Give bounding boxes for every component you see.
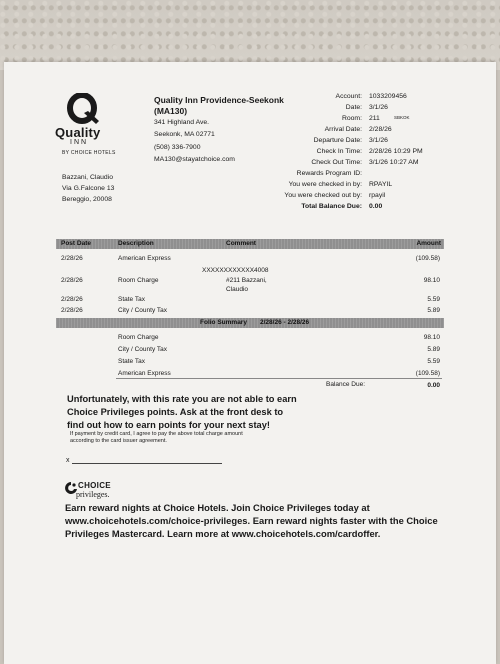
table-row-date: 2/28/26 (61, 307, 83, 314)
table-row-amount: 98.10 (423, 277, 440, 284)
brand-name: Quality (55, 125, 101, 140)
summary-row-desc: American Express (118, 370, 171, 377)
info-row: Date: 3/1/26 (345, 104, 388, 111)
table-row-amount: 5.59 (427, 296, 440, 303)
col-description: Description (118, 240, 154, 247)
folio-summary-header (56, 318, 444, 328)
room-type: SBKOK (394, 115, 410, 120)
info-row-balance: Total Balance Due: 0.00 (301, 203, 383, 210)
summary-row-amount: (109.58) (415, 370, 440, 377)
summary-row-desc: City / County Tax (118, 346, 168, 353)
summary-row-desc: State Tax (118, 358, 145, 365)
brand-inn: INN (70, 139, 89, 146)
summary-row-amount: 98.10 (423, 334, 440, 341)
rate-notice-line1: Unfortunately, with this rate you are not able to earn (67, 394, 297, 404)
info-row: Check In Time: 2/28/26 10:29 PM (316, 148, 423, 155)
col-amount: Amount (416, 240, 441, 247)
signature-mark: x (66, 457, 70, 464)
table-row-amount: (109.58) (415, 255, 440, 262)
guest-city: Bereggio, 20008 (62, 196, 112, 203)
table-row-amount: 5.89 (427, 307, 440, 314)
info-row: Departure Date: 3/1/26 (313, 137, 388, 144)
hotel-address1: 341 Highland Ave. (154, 119, 210, 126)
hotel-phone: (508) 336-7900 (154, 144, 201, 151)
choice-logo-text: CHOICE (78, 481, 111, 490)
privileges-line1: Earn reward nights at Choice Hotels. Join Choice Privileges today at (65, 502, 370, 513)
table-row-desc: American Express (118, 255, 171, 262)
brand-byline: BY CHOICE HOTELS (62, 150, 116, 156)
table-row-date: 2/28/26 (61, 277, 83, 284)
summary-row-amount: 5.59 (427, 358, 440, 365)
hotel-name: Quality Inn Providence-Seekonk (154, 95, 284, 105)
quality-q-logo-icon (66, 93, 100, 125)
hotel-code: (MA130) (154, 106, 188, 116)
folio-summary-range: 2/28/26 - 2/28/26 (260, 319, 310, 326)
info-row: Arrival Date: 2/28/26 (324, 126, 392, 133)
summary-row-amount: 5.89 (427, 346, 440, 353)
table-row-comment: Claudio (226, 286, 249, 293)
table-row-date: 2/28/26 (61, 296, 83, 303)
card-agreement-line2: according to the card issuer agreement. (70, 438, 167, 444)
hotel-email: MA130@stayatchoice.com (154, 156, 235, 163)
table-row-comment: #211 Bazzani, (226, 277, 267, 284)
rate-notice-line2: Choice Privileges points. Ask at the front desk to (67, 407, 284, 417)
card-agreement-line1: If payment by credit card, I agree to pay the above total charge amount (70, 431, 243, 437)
table-header (56, 239, 444, 249)
info-row: You were checked out by: rpayil (284, 192, 386, 199)
table-row-date: 2/28/26 (61, 255, 83, 262)
countertop-background (0, 0, 500, 70)
account-info (242, 92, 442, 213)
hotel-address2: Seekonk, MA 02771 (154, 131, 215, 138)
privileges-line3: Privileges Mastercard. Learn more at www.choicehotels.com/cardoffer. (65, 528, 381, 539)
balance-due-label: Balance Due: (326, 381, 366, 388)
col-post-date: Post Date (61, 240, 91, 247)
guest-name: Bazzani, Claudio (62, 174, 114, 181)
signature-line (72, 463, 222, 464)
col-comment: Comment (226, 240, 256, 247)
table-row-comment: XXXXXXXXXXXX4008 (202, 267, 269, 274)
guest-street: Via G.Falcone 13 (62, 185, 115, 192)
rate-notice-line3: find out how to earn points for your next stay! (67, 420, 270, 430)
summary-row-desc: Room Charge (118, 334, 159, 341)
folio-receipt (4, 62, 496, 664)
folio-summary-title: Folio Summary (200, 319, 247, 326)
privileges-line2: www.choicehotels.com/choice-privileges. Earn reward nights faster with the Choice (65, 515, 438, 526)
table-row-desc: Room Charge (118, 277, 159, 284)
info-row: You were checked in by: RPAYIL (288, 181, 393, 188)
info-row: Check Out Time: 3/1/26 10:27 AM (311, 159, 419, 166)
balance-due-value: 0.00 (427, 382, 440, 389)
info-row: Room: 211 SBKOK (341, 115, 410, 122)
table-row-desc: City / County Tax (118, 307, 168, 314)
table-row-desc: State Tax (118, 296, 145, 303)
summary-divider (116, 378, 442, 379)
info-row: Account: 1033209456 (335, 93, 407, 100)
info-row: Rewards Program ID: (296, 170, 362, 177)
privileges-logo-text: privileges. (76, 490, 110, 499)
